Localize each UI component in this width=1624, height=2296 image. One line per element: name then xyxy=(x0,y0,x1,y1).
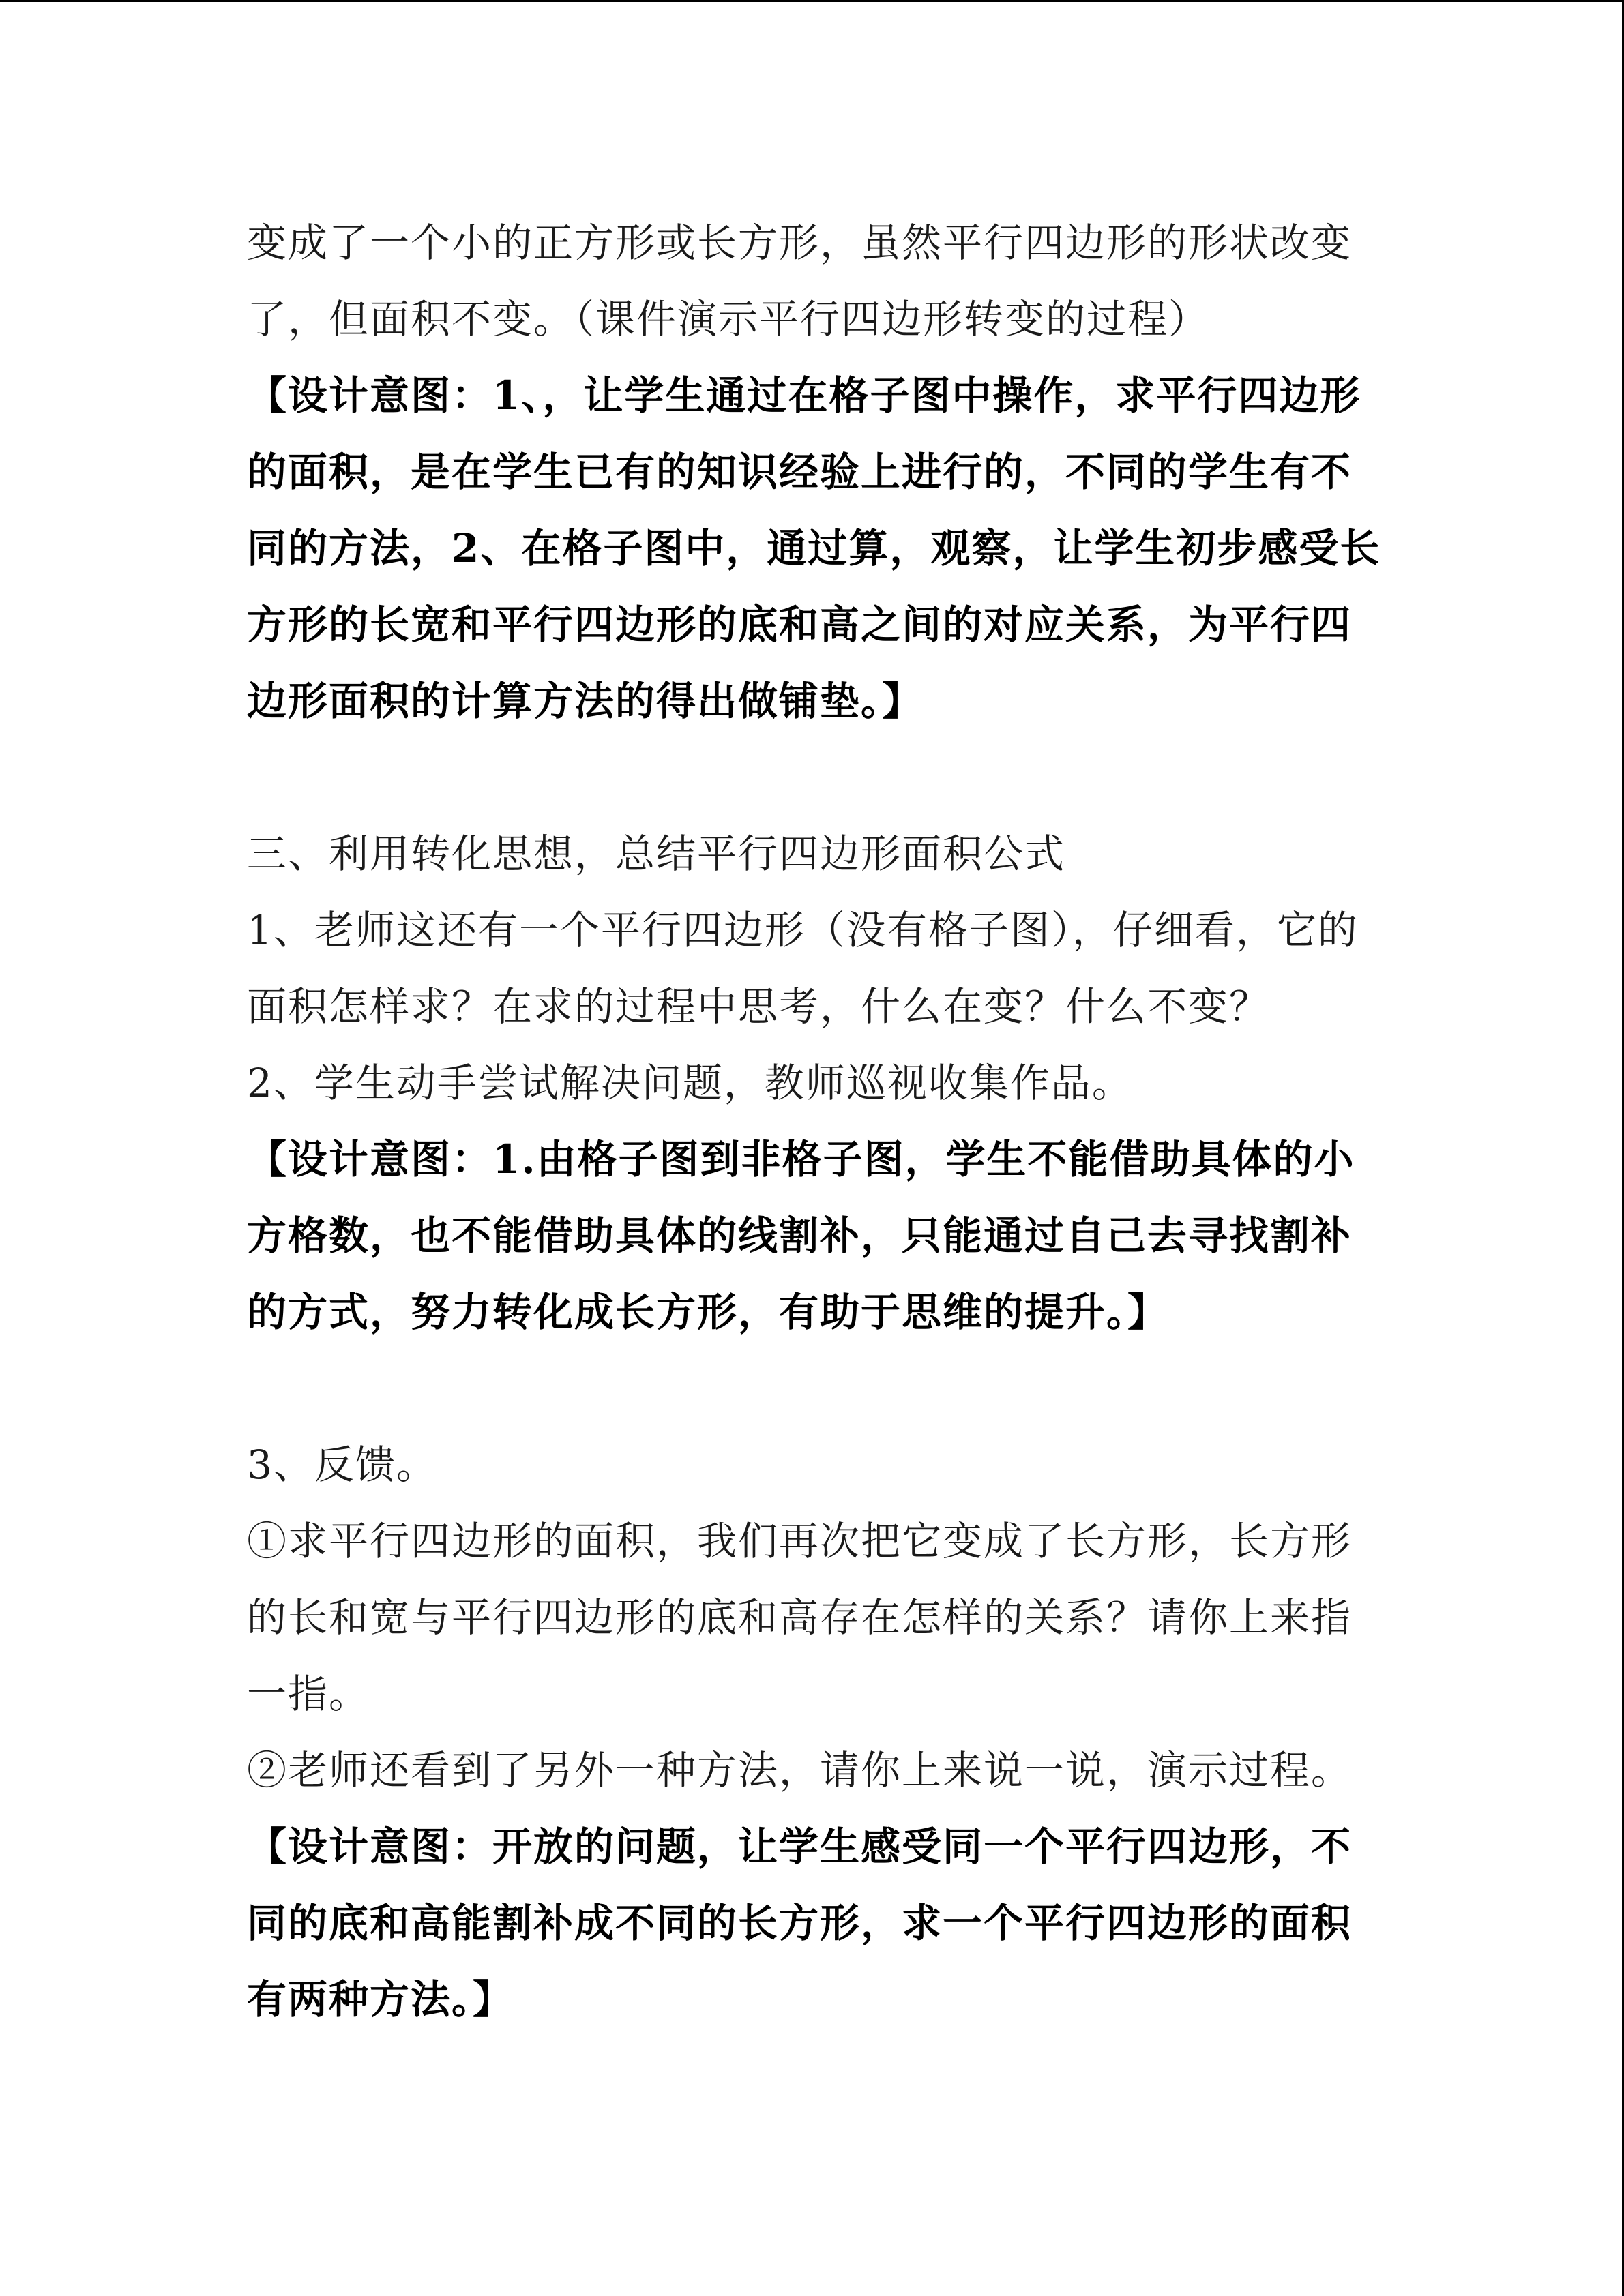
section-heading: 三、利用转化思想，总结平行四边形面积公式 xyxy=(247,831,1066,877)
paragraph-line: 面积怎样求？在求的过程中思考，什么在变？什么不变？ xyxy=(247,983,1271,1030)
design-intent-line: 同的底和高能割补成不同的长方形，求一个平行四边形的面积 xyxy=(247,1900,1353,1946)
design-intent-line: 边形面积的计算方法的得出做铺垫。】 xyxy=(247,678,924,724)
paragraph-line: ②老师还看到了另外一种方法，请你上来说一说，演示过程。 xyxy=(247,1747,1353,1793)
design-intent-line: 的方式，努力转化成长方形，有助于思维的提升。】 xyxy=(247,1289,1169,1335)
paragraph-line: 变成了一个小的正方形或长方形，虽然平行四边形的形状改变 xyxy=(247,220,1353,266)
spacer xyxy=(247,739,1379,816)
design-intent-line: 【设计意图：1、，让学生通过在格子图中操作，求平行四边形 xyxy=(247,372,1361,419)
design-intent-line: 同的方法，2、在格子图中，通过算，观察，让学生初步感受长 xyxy=(247,525,1381,571)
paragraph-line: 2、学生动手尝试解决问题，教师巡视收集作品。 xyxy=(247,1060,1133,1106)
paragraph-line: ①求平行四边形的面积，我们再次把它变成了长方形，长方形 xyxy=(247,1518,1353,1564)
design-intent-line: 方格数，也不能借助具体的线割补，只能通过自己去寻找割补 xyxy=(247,1212,1353,1259)
design-intent-line: 有两种方法。】 xyxy=(247,1976,514,2023)
subsection-heading: 3、反馈。 xyxy=(247,1442,437,1488)
paragraph-line: 了，但面积不变。（课件演示平行四边形转变的过程） xyxy=(247,296,1210,342)
page-border-top xyxy=(0,0,1624,2)
design-intent-line: 方形的长宽和平行四边形的底和高之间的对应关系，为平行四 xyxy=(247,601,1353,648)
design-intent-line: 【设计意图：开放的问题，让学生感受同一个平行四边形，不 xyxy=(247,1823,1353,1870)
design-intent-line: 的面积，是在学生已有的知识经验上进行的，不同的学生有不 xyxy=(247,449,1353,495)
document-body xyxy=(247,205,1379,2038)
paragraph-line: 1、老师这还有一个平行四边形（没有格子图），仔细看，它的 xyxy=(247,907,1359,953)
design-intent-line: 【设计意图：1.由格子图到非格子图，学生不能借助具体的小 xyxy=(247,1136,1355,1182)
paragraph-line: 一指。 xyxy=(247,1671,370,1717)
paragraph-line: 的长和宽与平行四边形的底和高存在怎样的关系？请你上来指 xyxy=(247,1594,1353,1641)
spacer xyxy=(247,1350,1379,1427)
